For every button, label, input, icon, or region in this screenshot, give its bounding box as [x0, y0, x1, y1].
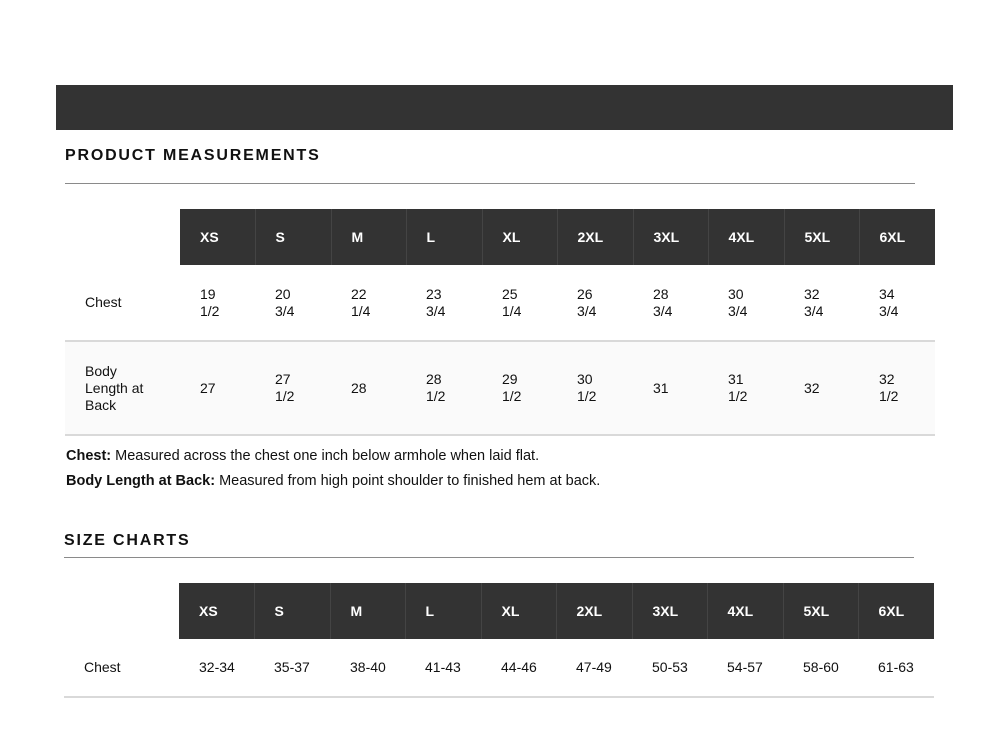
value-line: 3/4 [577, 302, 597, 319]
measurement-cell [784, 265, 859, 341]
size-header-m: M [331, 209, 406, 265]
measurement-cell [331, 341, 406, 435]
value-line: 1/2 [879, 388, 899, 404]
table-row [65, 341, 935, 435]
size-header-2xl: 2XL [556, 583, 632, 639]
value-line: 32 [879, 371, 895, 387]
measurements-body [65, 265, 935, 435]
value-line: 1/2 [728, 388, 748, 404]
note-text: Measured across the chest one inch below armhole when laid flat. [111, 448, 540, 464]
size-header-l: L [405, 583, 481, 639]
value-line: 28 [653, 285, 669, 302]
size-header-4xl: 4XL [707, 583, 783, 639]
size-header-3xl: 3XL [632, 583, 707, 639]
value-line: 26 [577, 285, 593, 302]
section-divider [65, 183, 915, 184]
size-header-xs: XS [179, 583, 254, 639]
size-range-cell: 61-63 [858, 639, 934, 697]
note-text: Measured from high point shoulder to finished hem at back. [215, 473, 601, 489]
value-line: 31 [653, 379, 669, 396]
measurement-cell [482, 265, 557, 341]
measurement-cell [255, 265, 331, 341]
measurement-cell [180, 341, 255, 435]
measurement-cell [482, 341, 557, 435]
note-term: Chest: [66, 448, 112, 464]
table-corner-cell [65, 209, 180, 265]
size-header-4xl: 4XL [708, 209, 784, 265]
note-term: Body Length at Back: [66, 473, 216, 489]
value-line: 31 [728, 371, 744, 387]
size-header-6xl: 6XL [858, 583, 934, 639]
measurement-cell [859, 341, 935, 435]
value-line: 1/2 [426, 388, 446, 404]
measurement-cell [406, 265, 482, 341]
value-line: 30 [577, 371, 593, 387]
size-chart-body [64, 639, 934, 697]
size-header-6xl: 6XL [859, 209, 935, 265]
size-range-cell: 47-49 [556, 639, 632, 697]
value-line: 28 [426, 371, 442, 387]
size-range-cell: 50-53 [632, 639, 707, 697]
table-row [64, 639, 934, 697]
measurement-cell [784, 341, 859, 435]
value-line: 3/4 [879, 302, 899, 319]
value-line: 1/4 [351, 302, 371, 319]
value-line: 1/2 [502, 388, 522, 404]
row-label: Chest [65, 265, 180, 341]
value-line: 32 [804, 285, 820, 302]
size-header-5xl: 5XL [784, 209, 859, 265]
value-line: 27 [200, 379, 216, 396]
size-range-cell: 44-46 [481, 639, 556, 697]
size-range-cell: 35-37 [254, 639, 330, 697]
size-header-2xl: 2XL [557, 209, 633, 265]
value-line: 20 [275, 285, 291, 302]
value-line: 22 [351, 285, 367, 302]
value-line: 1/2 [275, 388, 295, 404]
section-divider [64, 557, 914, 558]
product-measurements-table [65, 209, 935, 436]
size-range-cell: 54-57 [707, 639, 783, 697]
size-header-m: M [330, 583, 405, 639]
measurement-cell [859, 265, 935, 341]
size-header-row [64, 583, 934, 639]
size-range-cell: 38-40 [330, 639, 405, 697]
value-line: 32 [804, 379, 820, 396]
size-charts-title: SIZE CHARTS [64, 532, 191, 549]
note-chest [66, 448, 946, 473]
size-header-xl: XL [481, 583, 556, 639]
size-header-5xl: 5XL [783, 583, 858, 639]
size-header-s: S [255, 209, 331, 265]
value-line: 19 [200, 285, 216, 302]
value-line: Body [85, 362, 117, 379]
value-line: 3/4 [728, 302, 748, 319]
size-header-xl: XL [482, 209, 557, 265]
size-range-cell: 58-60 [783, 639, 858, 697]
table-row [65, 265, 935, 341]
measurement-cell [557, 265, 633, 341]
measurement-cell [708, 265, 784, 341]
value-line: 25 [502, 285, 518, 302]
measurement-cell [180, 265, 255, 341]
value-line: Length at [85, 379, 144, 396]
value-line: 28 [351, 379, 367, 396]
measurement-cell [633, 265, 708, 341]
measurement-cell [255, 341, 331, 435]
value-line: 34 [879, 285, 895, 302]
measurement-cell [708, 341, 784, 435]
value-line: 30 [728, 285, 744, 302]
value-line: 29 [502, 371, 518, 387]
value-line: 1/4 [502, 302, 522, 319]
value-line: 3/4 [804, 302, 824, 319]
row-label [65, 341, 180, 435]
header-bar [56, 85, 953, 130]
measurement-cell [633, 341, 708, 435]
size-range-cell: 32-34 [179, 639, 254, 697]
value-line: 3/4 [653, 302, 673, 319]
note-body-length [66, 473, 946, 498]
value-line: 1/2 [200, 302, 220, 319]
value-line: Back [85, 396, 117, 413]
size-header-l: L [406, 209, 482, 265]
measurement-cell [331, 265, 406, 341]
row-label: Chest [64, 639, 179, 697]
product-measurements-title: PRODUCT MEASUREMENTS [65, 147, 321, 164]
value-line: 3/4 [426, 302, 446, 319]
size-header-3xl: 3XL [633, 209, 708, 265]
size-chart-table [64, 583, 934, 698]
value-line: 1/2 [577, 388, 597, 404]
measurement-cell [406, 341, 482, 435]
size-header-s: S [254, 583, 330, 639]
measurement-notes [66, 448, 946, 498]
size-header-row [65, 209, 935, 265]
table-corner-cell [64, 583, 179, 639]
measurement-cell [557, 341, 633, 435]
value-line: 3/4 [275, 302, 295, 319]
value-line: 23 [426, 285, 442, 302]
size-header-xs: XS [180, 209, 255, 265]
size-range-cell: 41-43 [405, 639, 481, 697]
value-line: 27 [275, 371, 291, 387]
